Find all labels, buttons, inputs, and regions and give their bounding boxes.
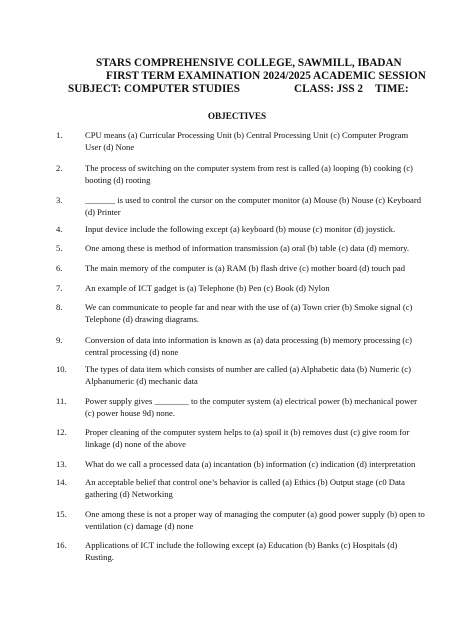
question-number: 6. — [56, 263, 63, 273]
question-text: Power supply gives ________ to the computer system (a) electrical power (b) mechanical power (c) power house 9d) none. — [85, 396, 417, 418]
question-text: The main memory of the computer is (a) RAM (b) flash drive (c) mother board (d) touch pad — [85, 263, 406, 273]
question-number: 11. — [56, 396, 67, 406]
question-text: _______ is used to control the cursor on the computer monitor (a) Mouse (b) Nouse (c) Keyboard (d) Printer — [85, 195, 422, 217]
question-number: 9. — [56, 335, 63, 345]
exam-title: FIRST TERM EXAMINATION 2024/2025 ACADEMIC SESSION — [106, 70, 426, 82]
question-number: 3. — [56, 195, 63, 205]
school-name: STARS COMPREHENSIVE COLLEGE, SAWMILL, IBADAN — [96, 57, 402, 69]
class-label: CLASS: JSS 2 — [294, 83, 364, 95]
question-number: 13. — [56, 459, 67, 469]
question-text: One among these is not a proper way of managing the computer (a) good power supply (b) open to ventilation (c) damage (d) none — [85, 509, 425, 531]
question-text: We can communicate to people far and near with the use of (a) Town crier (b) Smoke signal (c) Telephone (d) drawing diagrams. — [85, 302, 413, 324]
question-text: An acceptable belief that control one’s behavior is called (a) Ethics (b) Output stage (c0 Data gathering (d) Networking — [85, 477, 405, 499]
question-number: 8. — [56, 302, 63, 312]
question-number: 10. — [56, 364, 67, 374]
question-number: 5. — [56, 243, 63, 253]
question-number: 1. — [56, 130, 63, 140]
question-number: 12. — [56, 427, 67, 437]
question-number: 14. — [56, 477, 67, 487]
question-number: 16. — [56, 540, 67, 550]
question-text: Conversion of data into information is known as (a) data processing (b) memory processing (c) central processing (d) none — [85, 335, 412, 357]
question-text: One among these is method of information transmission (a) oral (b) table (c) data (d) memory. — [85, 243, 409, 253]
question-text: Input device include the following except (a) keyboard (b) mouse (c) monitor (d) joystick. — [85, 224, 396, 234]
question-number: 7. — [56, 283, 63, 293]
question-number: 15. — [56, 509, 67, 519]
time-label: TIME: — [375, 83, 409, 95]
question-text: The process of switching on the computer system from rest is called (a) looping (b) cooking (c) booting (d) rooting — [85, 163, 413, 185]
question-text: Proper cleaning of the computer system helps to (a) spoil it (b) removes dust (c) give room for linkage (d) none of the above — [85, 427, 410, 449]
section-title: OBJECTIVES — [207, 111, 267, 121]
question-text: The types of data item which consists of number are called (a) Alphabetic data (b) Numeric (c) Alphanumeric (d) mechanic data — [85, 364, 411, 386]
question-text: CPU means (a) Curricular Processing Unit (b) Central Processing Unit (c) Computer Program User (d) None — [85, 130, 409, 152]
question-text: Applications of ICT include the following except (a) Education (b) Banks (c) Hospitals (d) Rusting. — [85, 540, 398, 562]
question-number: 4. — [56, 224, 63, 234]
subject-label: SUBJECT: COMPUTER STUDIES — [68, 83, 240, 95]
question-text: What do we call a processed data (a) incantation (b) information (c) indication (d) interpretation — [85, 459, 416, 469]
question-text: An example of ICT gadget is (a) Telephone (b) Pen (c) Book (d) Nylon — [85, 283, 330, 293]
question-number: 2. — [56, 163, 63, 173]
